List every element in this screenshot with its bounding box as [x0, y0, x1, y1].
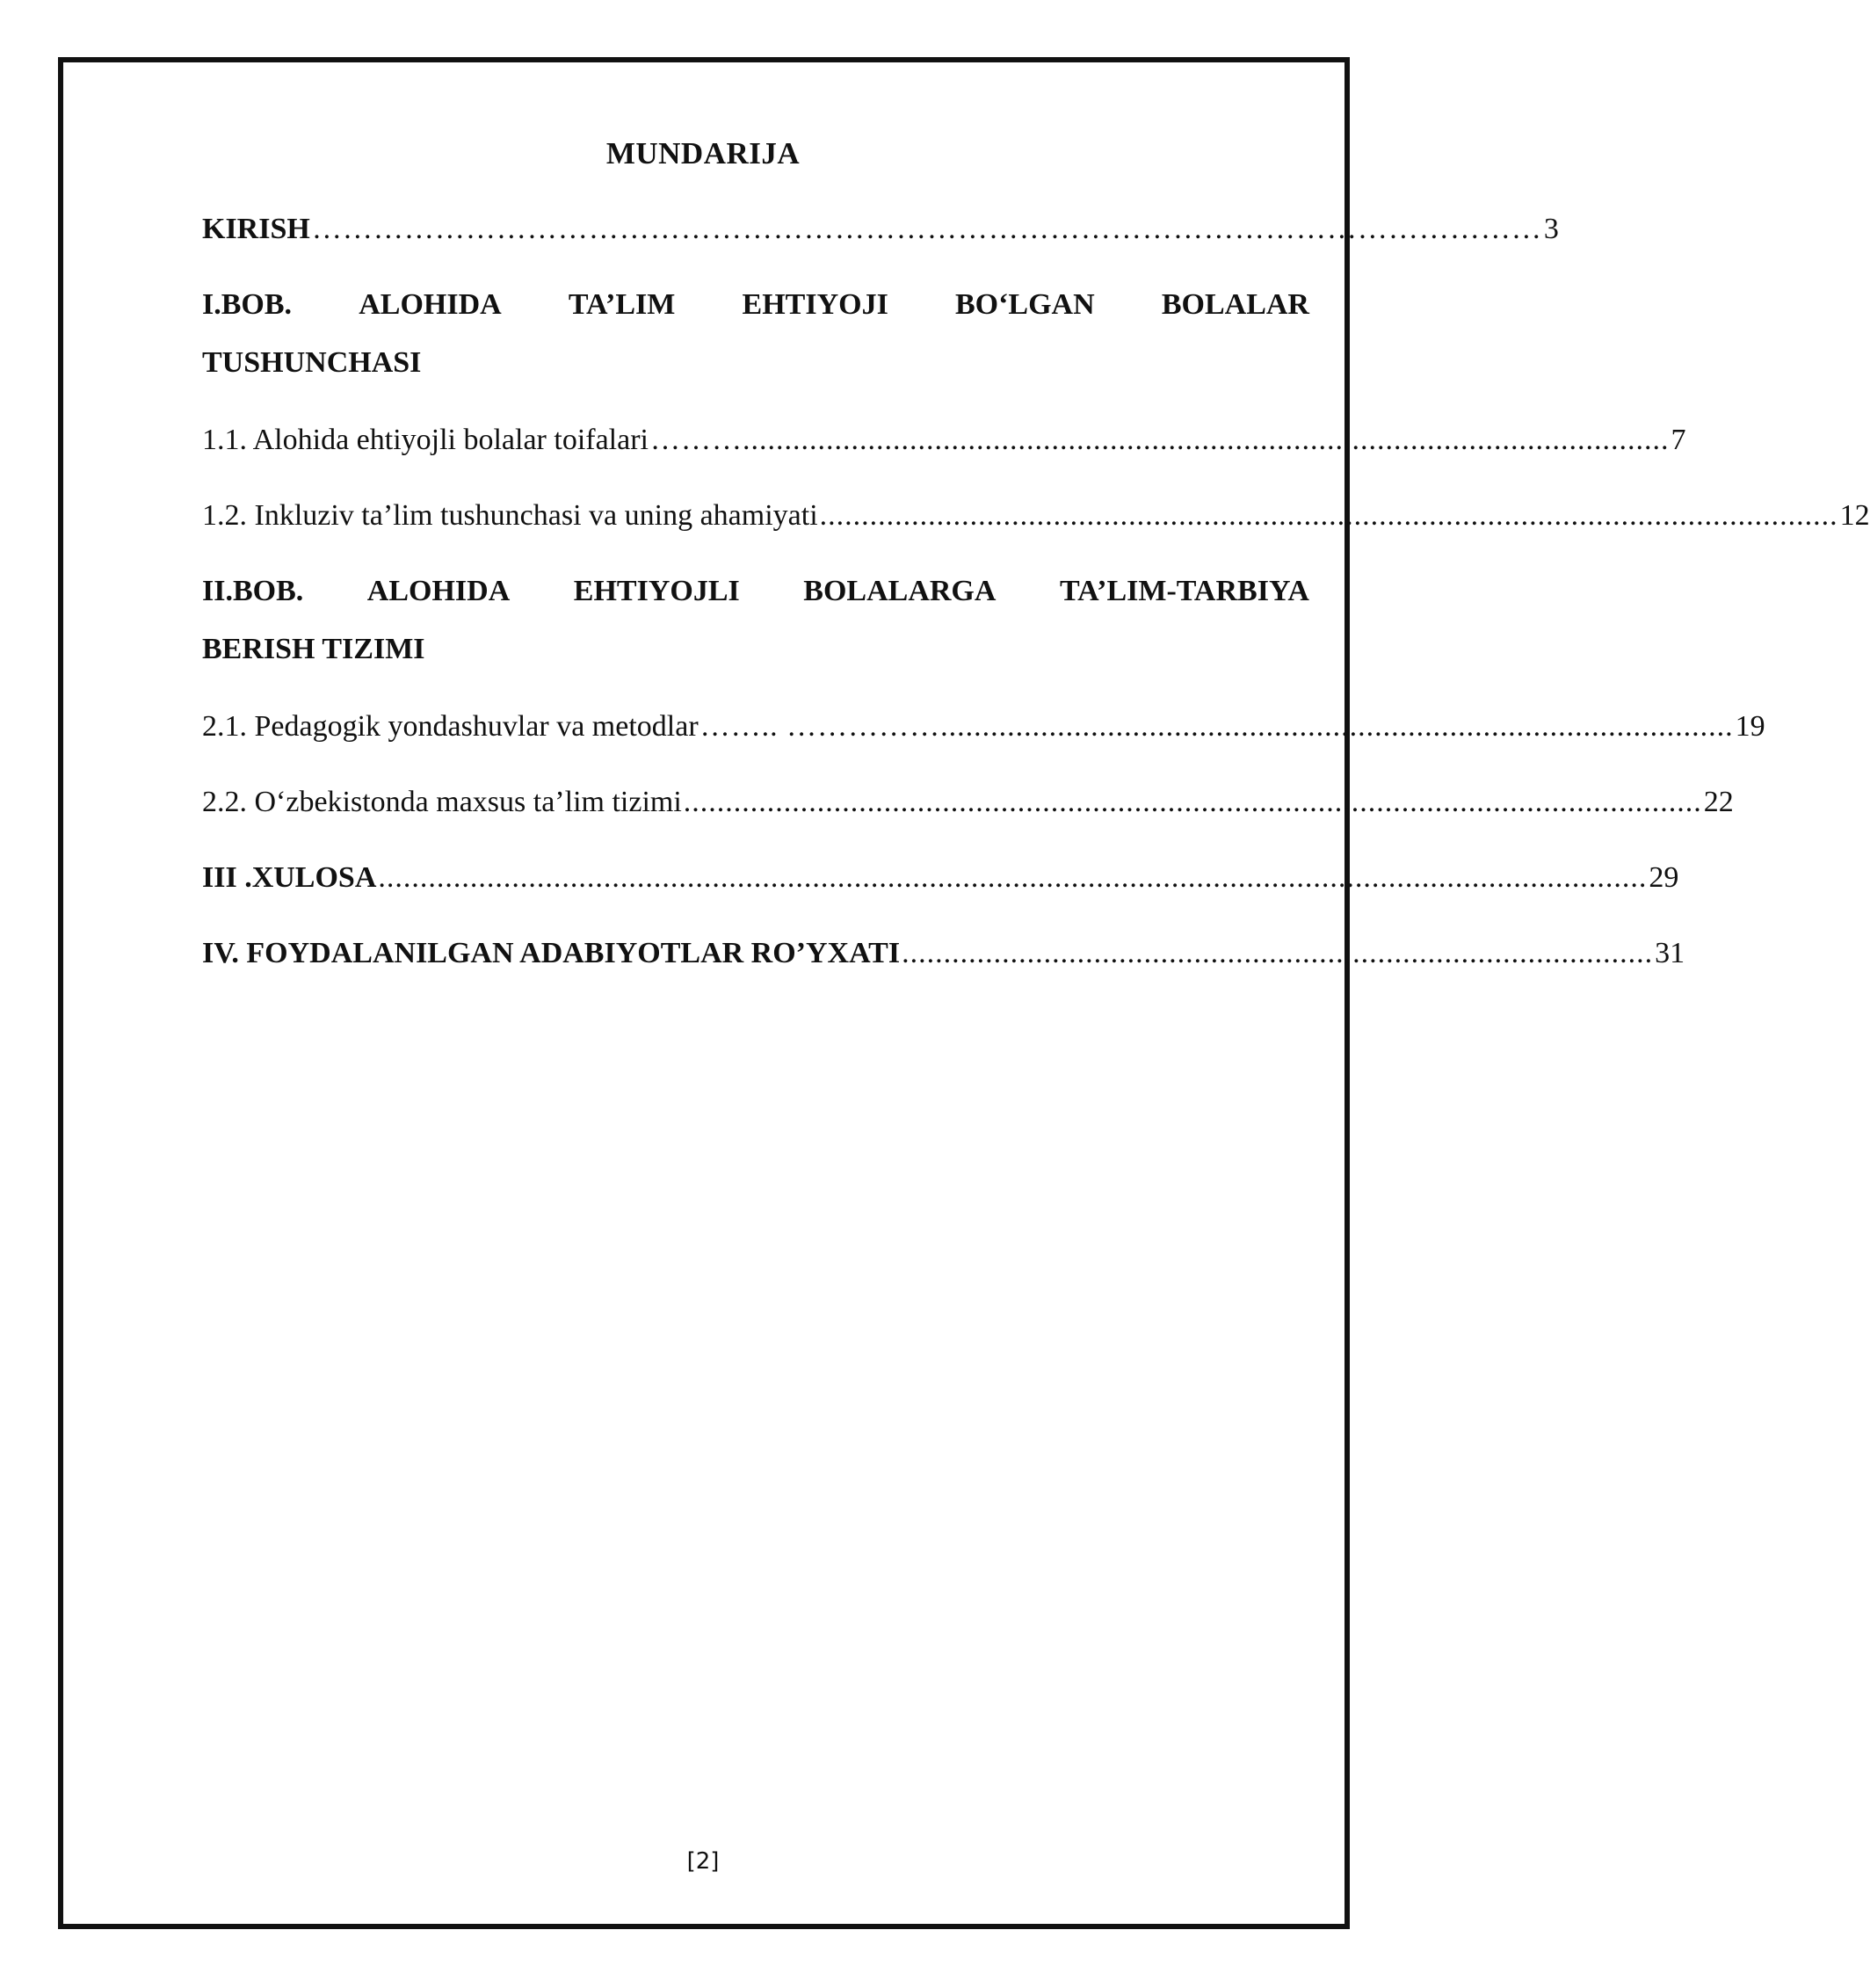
- toc-entry-1-1[interactable]: [202, 411, 1686, 469]
- dot-leader: ………...............................................................................................................: [650, 424, 1670, 456]
- toc-page-number: 12: [1839, 499, 1870, 532]
- toc-entry-text: KIRISH: [202, 213, 310, 245]
- toc-page-number: 7: [1671, 424, 1686, 456]
- toc-page-number: 22: [1703, 786, 1734, 818]
- chapter-word: BOLALAR: [1161, 288, 1309, 321]
- toc-entry-text: 2.1. Pedagogik yondashuvlar va metodlar: [202, 710, 699, 743]
- chapter-title-line: [202, 276, 1309, 334]
- chapter-word: TA’LIM-TARBIYA: [1059, 575, 1309, 607]
- dot-leader: …………………………………………………………………………………………………………: [311, 213, 1542, 245]
- chapter-title-line: [202, 562, 1309, 620]
- toc-entry-text: 1.2. Inkluziv ta’lim tushunchasi va uning ahamiyati: [202, 499, 818, 532]
- toc-chapter-2[interactable]: [202, 562, 1309, 678]
- dot-leader: …….. ……………...............................................................................................: [699, 710, 1734, 743]
- document-title: MUNDARIJA: [605, 136, 801, 171]
- toc-entry-2-1[interactable]: [202, 698, 1765, 756]
- chapter-word: II.BOB.: [202, 575, 304, 607]
- toc-entry-kirish[interactable]: [202, 200, 1559, 258]
- toc-entry-xulosa[interactable]: [202, 849, 1679, 907]
- chapter-word: BO‘LGAN: [954, 288, 1095, 321]
- chapter-word: I.BOB.: [202, 288, 293, 321]
- toc-entry-text: III .XULOSA: [202, 861, 377, 894]
- toc-page-number: 19: [1735, 710, 1765, 743]
- toc-entry-adabiyotlar[interactable]: [202, 925, 1685, 983]
- chapter-word: EHTIYOJLI: [573, 575, 740, 607]
- toc-page-number: 31: [1655, 937, 1685, 969]
- dot-leader: ........................................................................................................................................................: [378, 861, 1648, 894]
- dot-leader: ..........................................................................................................................: [683, 786, 1702, 818]
- chapter-word: ALOHIDA: [359, 288, 502, 321]
- toc-chapter-1[interactable]: [202, 276, 1309, 392]
- chapter-word: BOLALARGA: [803, 575, 997, 607]
- toc-entry-text: IV. FOYDALANILGAN ADABIYOTLAR RO’YXATI: [202, 937, 901, 969]
- chapter-title-line: BERISH TIZIMI: [202, 633, 425, 665]
- toc-entry-1-2[interactable]: [202, 487, 1870, 545]
- dot-leader: ..........................................................................................................................: [819, 499, 1838, 532]
- toc-entry-text: 1.1. Alohida ehtiyojli bolalar toifalari: [202, 424, 649, 456]
- dot-leader: ..........................................................................................: [902, 937, 1654, 969]
- toc-page-number: 29: [1649, 861, 1679, 894]
- toc-page-number: 3: [1543, 213, 1559, 245]
- chapter-title-line: TUSHUNCHASI: [202, 346, 422, 379]
- chapter-word: EHTIYOJI: [742, 288, 888, 321]
- toc-entry-2-2[interactable]: [202, 773, 1734, 831]
- toc-entry-text: 2.2. O‘zbekistonda maxsus ta’lim tizimi: [202, 786, 682, 818]
- page-number: [2]: [686, 1848, 720, 1875]
- chapter-word: ALOHIDA: [366, 575, 511, 607]
- chapter-word: TA’LIM: [568, 288, 676, 321]
